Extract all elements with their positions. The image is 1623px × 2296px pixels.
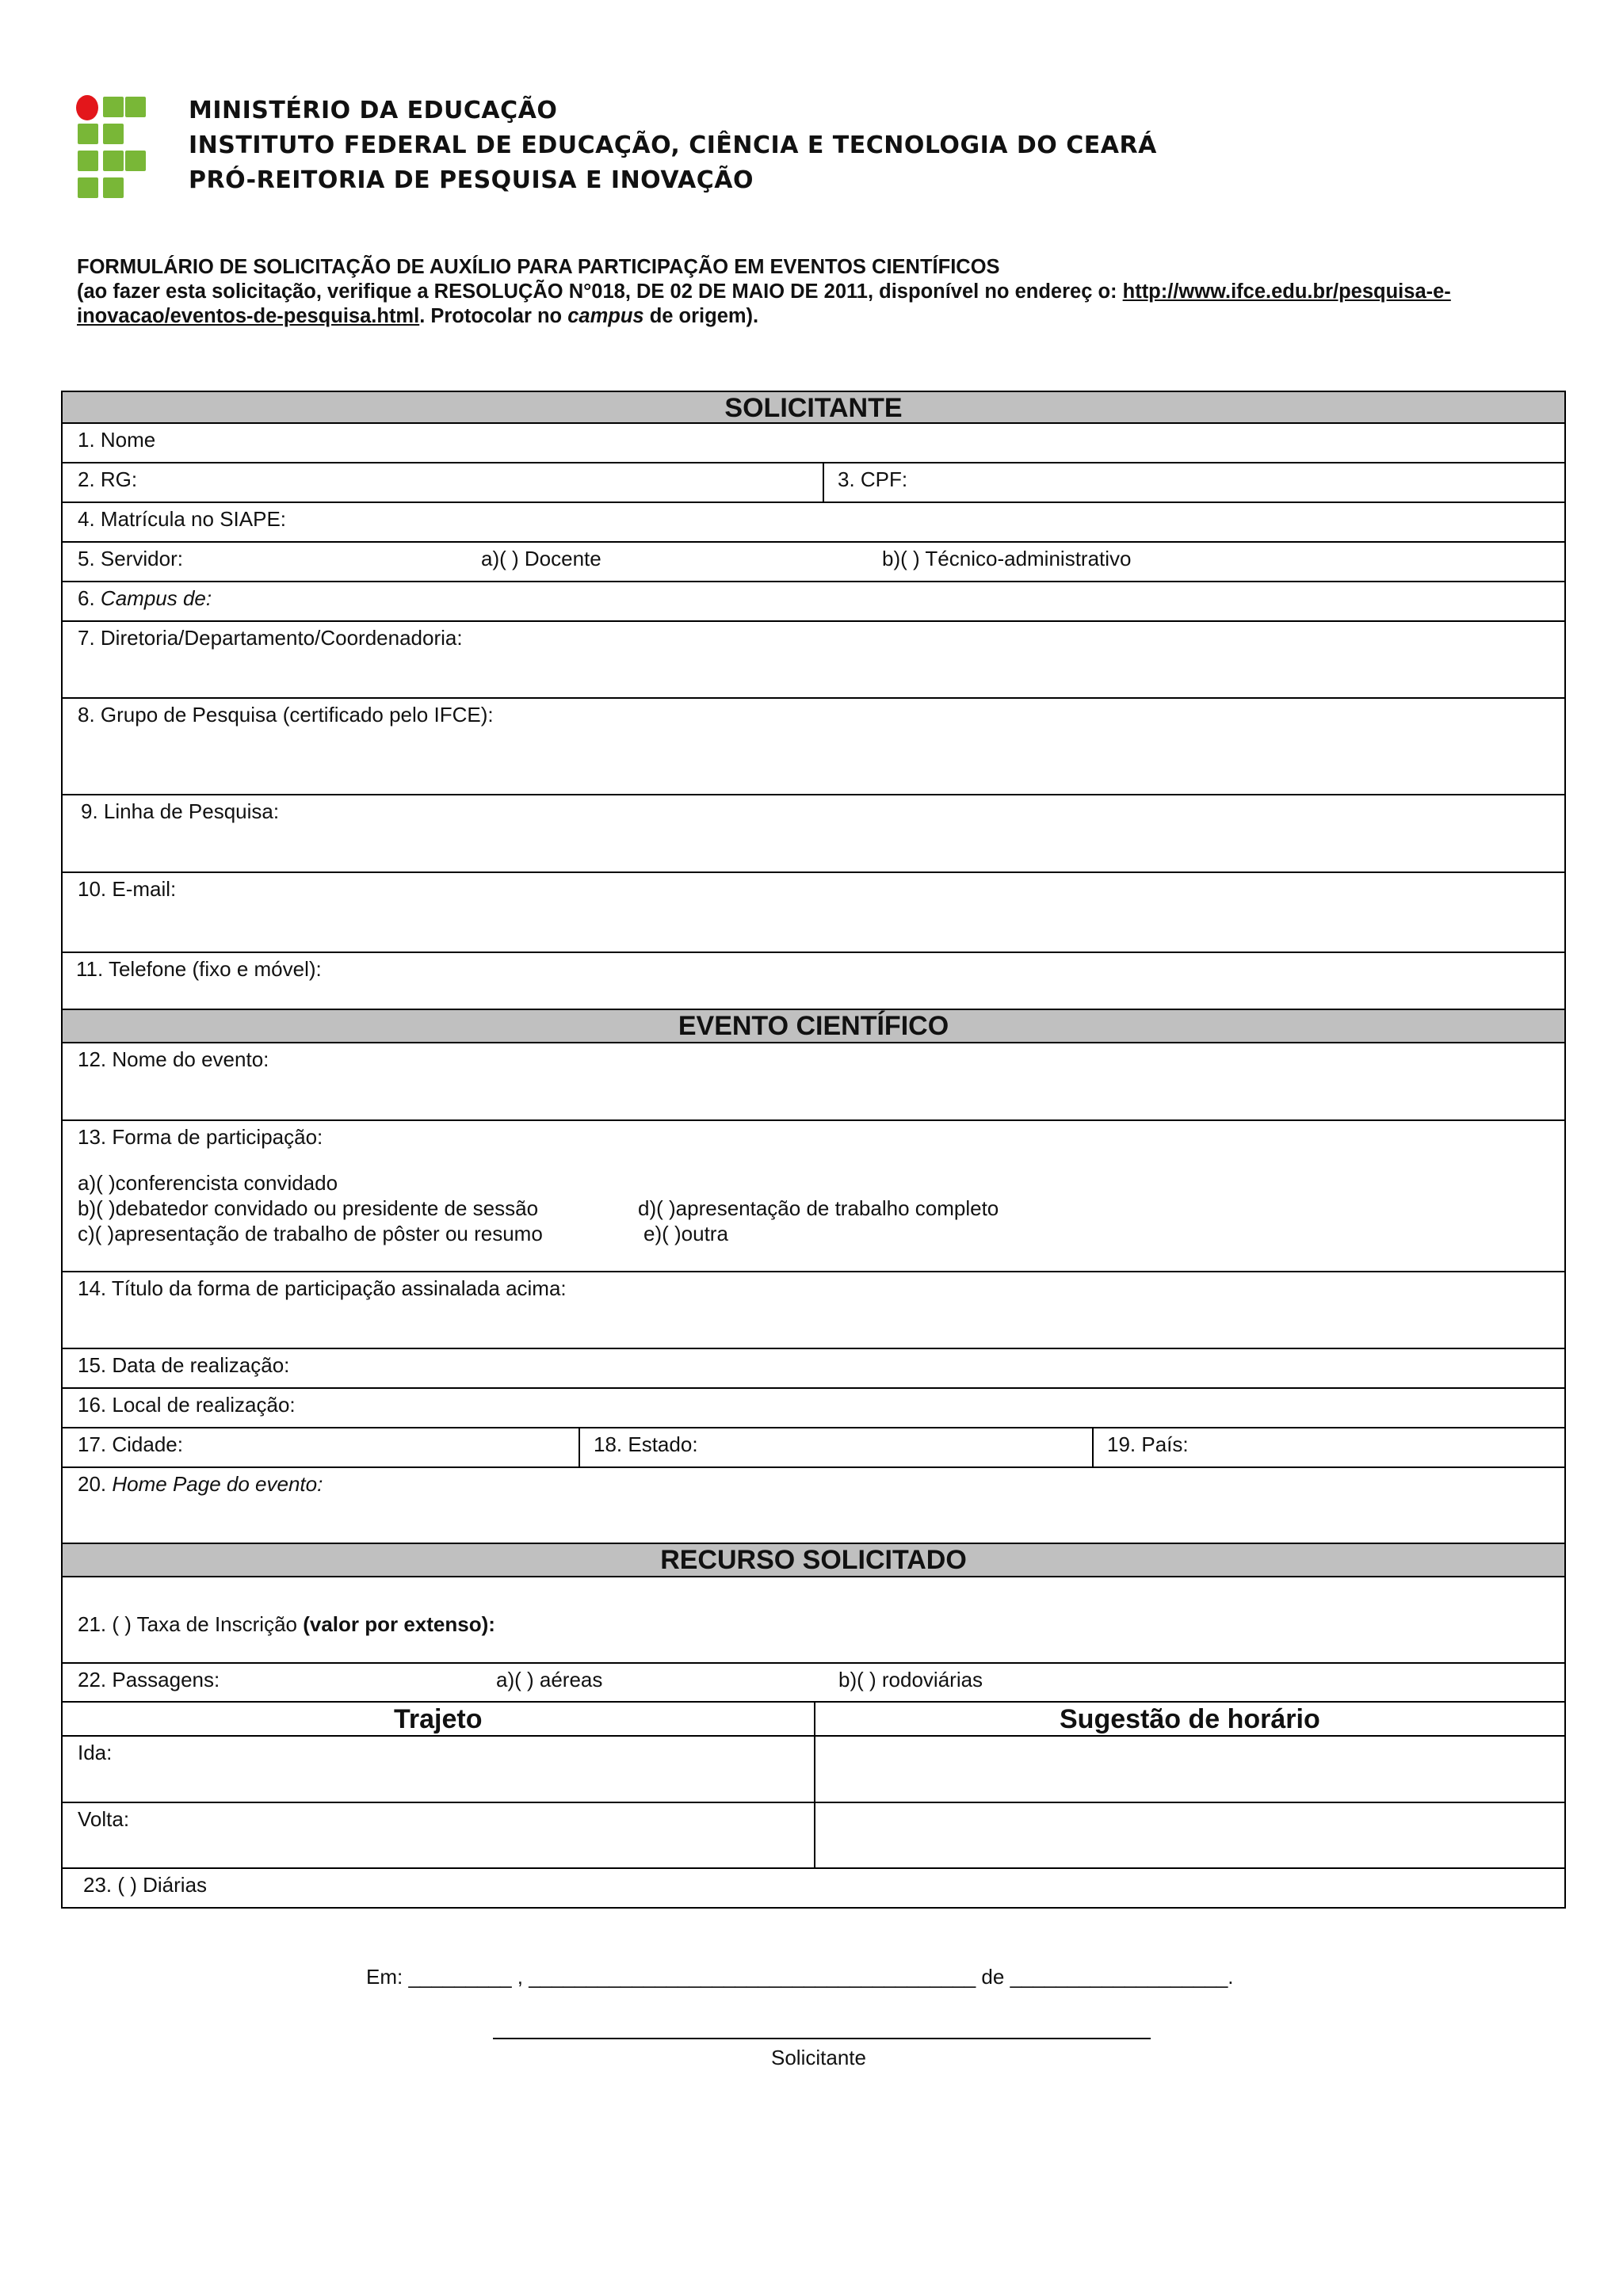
field-label-ida: Ida: bbox=[78, 1741, 113, 1764]
signature-line[interactable] bbox=[493, 2038, 1151, 2039]
field-label-estado: 18. Estado: bbox=[594, 1432, 698, 1456]
field-label: 7. Diretoria/Departamento/Coordenadoria: bbox=[78, 626, 463, 650]
checkbox-docente[interactable]: a)( ) Docente bbox=[481, 547, 601, 570]
checkbox-tecnico-administrativo[interactable]: b)( ) Técnico-administrativo bbox=[882, 547, 1132, 570]
form-note bbox=[77, 280, 1567, 329]
institute-line: INSTITUTO FEDERAL DE EDUCAÇÃO, CIÊNCIA E TECNOLOGIA DO CEARÁ bbox=[189, 132, 1157, 159]
field-local-realizacao[interactable] bbox=[61, 1389, 1566, 1428]
divider bbox=[1092, 1428, 1094, 1466]
field-label-pais: 19. País: bbox=[1107, 1432, 1189, 1456]
field-label: 10. E-mail: bbox=[78, 877, 177, 901]
field-label-cpf: 3. CPF: bbox=[838, 467, 908, 491]
field-nome[interactable] bbox=[61, 424, 1566, 463]
divider bbox=[814, 1803, 815, 1867]
field-label-home-page: Home Page do evento: bbox=[112, 1472, 323, 1496]
field-cidade-estado-pais bbox=[61, 1428, 1566, 1468]
divider bbox=[823, 463, 824, 502]
checkbox-poster[interactable]: c)( )apresentação de trabalho de pôster ou resumo bbox=[78, 1222, 543, 1245]
field-label-valor: (valor por extenso): bbox=[303, 1612, 495, 1636]
field-siape[interactable] bbox=[61, 503, 1566, 543]
logo-red-dot bbox=[76, 95, 98, 120]
checkbox-debatedor[interactable]: b)( )debatedor convidado ou presidente de sessão bbox=[78, 1196, 539, 1220]
form-note-text: (ao fazer esta solicitação, verifique a RESOLUÇÃO N°018, DE 02 DE MAIO DE 2011, disponível no endereç o: bbox=[77, 280, 1123, 303]
resolution-link[interactable]: http://www.ifce.edu.br/pesquisa-e-inovacao/eventos-de-pesquisa.html bbox=[77, 280, 1451, 327]
logo-square bbox=[103, 97, 124, 117]
field-campus[interactable] bbox=[61, 582, 1566, 622]
form-note-text: de origem). bbox=[643, 305, 759, 327]
field-label bbox=[78, 1472, 323, 1497]
field-label-campus: Campus de: bbox=[100, 586, 212, 610]
institution-header bbox=[189, 93, 1157, 198]
field-label: 1. Nome bbox=[78, 428, 156, 452]
field-nome-evento[interactable] bbox=[61, 1043, 1566, 1121]
field-linha-pesquisa[interactable] bbox=[61, 795, 1566, 873]
field-label: 12. Nome do evento: bbox=[78, 1047, 269, 1071]
field-label: 22. Passagens: bbox=[78, 1668, 220, 1691]
field-label: 5. Servidor: bbox=[78, 547, 183, 570]
ifce-logo bbox=[76, 95, 147, 206]
logo-square bbox=[125, 151, 146, 171]
field-label: 9. Linha de Pesquisa: bbox=[81, 799, 280, 823]
field-label: 16. Local de realização: bbox=[78, 1393, 296, 1417]
field-taxa-inscricao[interactable] bbox=[61, 1577, 1566, 1664]
trajeto-header-row bbox=[61, 1703, 1566, 1737]
field-data-realizacao[interactable] bbox=[61, 1349, 1566, 1389]
logo-square bbox=[78, 151, 98, 171]
field-label-volta: Volta: bbox=[78, 1807, 130, 1831]
section-header-recurso: RECURSO SOLICITADO bbox=[61, 1544, 1566, 1577]
field-label bbox=[78, 586, 212, 611]
field-label: 13. Forma de participação: bbox=[78, 1125, 323, 1149]
field-label: 11. Telefone (fixo e móvel): bbox=[76, 957, 322, 981]
divider bbox=[579, 1428, 580, 1466]
logo-square bbox=[78, 124, 98, 144]
field-label bbox=[78, 1612, 495, 1637]
divider bbox=[814, 1737, 815, 1802]
field-passagens bbox=[61, 1664, 1566, 1703]
field-label-cidade: 17. Cidade: bbox=[78, 1432, 183, 1456]
logo-square bbox=[103, 177, 124, 198]
field-rg-cpf bbox=[61, 463, 1566, 503]
field-servidor bbox=[61, 543, 1566, 582]
sugestao-horario-header: Sugestão de horário bbox=[1060, 1704, 1320, 1734]
field-diretoria[interactable] bbox=[61, 622, 1566, 699]
pro-rectorate-line: PRÓ-REITORIA DE PESQUISA E INOVAÇÃO bbox=[189, 166, 754, 194]
form-title-block bbox=[77, 255, 1567, 329]
checkbox-outra[interactable]: e)( )outra bbox=[643, 1222, 728, 1245]
logo-square bbox=[103, 151, 124, 171]
date-line[interactable]: Em: _________ , _______________________________________ de ___________________. bbox=[366, 1965, 1234, 1989]
checkbox-conferencista[interactable]: a)( )conferencista convidado bbox=[78, 1171, 338, 1195]
trajeto-header: Trajeto bbox=[394, 1704, 483, 1734]
checkbox-rodoviarias[interactable]: b)( ) rodoviárias bbox=[838, 1668, 983, 1691]
form-title: FORMULÁRIO DE SOLICITAÇÃO DE AUXÍLIO PARA PARTICIPAÇÃO EM EVENTOS CIENTÍFICOS bbox=[77, 256, 1000, 278]
field-number: 6. bbox=[78, 586, 101, 610]
checkbox-taxa-inscricao[interactable]: 21. ( ) Taxa de Inscrição bbox=[78, 1612, 304, 1636]
logo-square bbox=[103, 124, 124, 144]
field-label-rg: 2. RG: bbox=[78, 467, 138, 491]
field-label: 14. Título da forma de participação assinalada acima: bbox=[78, 1276, 567, 1300]
section-header-evento: EVENTO CIENTÍFICO bbox=[61, 1010, 1566, 1043]
field-label: 4. Matrícula no SIAPE: bbox=[78, 507, 287, 531]
divider bbox=[814, 1703, 815, 1735]
field-telefone[interactable] bbox=[61, 953, 1566, 1010]
logo-square bbox=[125, 97, 146, 117]
field-label: 15. Data de realização: bbox=[78, 1353, 290, 1377]
field-grupo-pesquisa[interactable] bbox=[61, 699, 1566, 795]
field-label: 8. Grupo de Pesquisa (certificado pelo IFCE): bbox=[78, 703, 494, 727]
field-email[interactable] bbox=[61, 873, 1566, 953]
field-titulo-participacao[interactable] bbox=[61, 1272, 1566, 1349]
logo-square bbox=[78, 177, 98, 198]
field-number: 20. bbox=[78, 1472, 113, 1496]
signature-label: Solicitante bbox=[771, 2046, 866, 2069]
form-note-campus: campus bbox=[567, 305, 644, 327]
field-diarias bbox=[61, 1869, 1566, 1909]
checkbox-aereas[interactable]: a)( ) aéreas bbox=[496, 1668, 603, 1691]
section-header-solicitante: SOLICITANTE bbox=[61, 391, 1566, 424]
field-forma-participacao bbox=[61, 1121, 1566, 1272]
field-home-page[interactable] bbox=[61, 1468, 1566, 1544]
ministry-line: MINISTÉRIO DA EDUCAÇÃO bbox=[189, 97, 558, 124]
checkbox-trabalho-completo[interactable]: d)( )apresentação de trabalho completo bbox=[638, 1196, 999, 1220]
trajeto-row-volta bbox=[61, 1803, 1566, 1869]
checkbox-diarias[interactable]: 23. ( ) Diárias bbox=[83, 1873, 208, 1897]
form-note-text: . Protocolar no bbox=[419, 305, 568, 327]
trajeto-row-ida bbox=[61, 1737, 1566, 1803]
